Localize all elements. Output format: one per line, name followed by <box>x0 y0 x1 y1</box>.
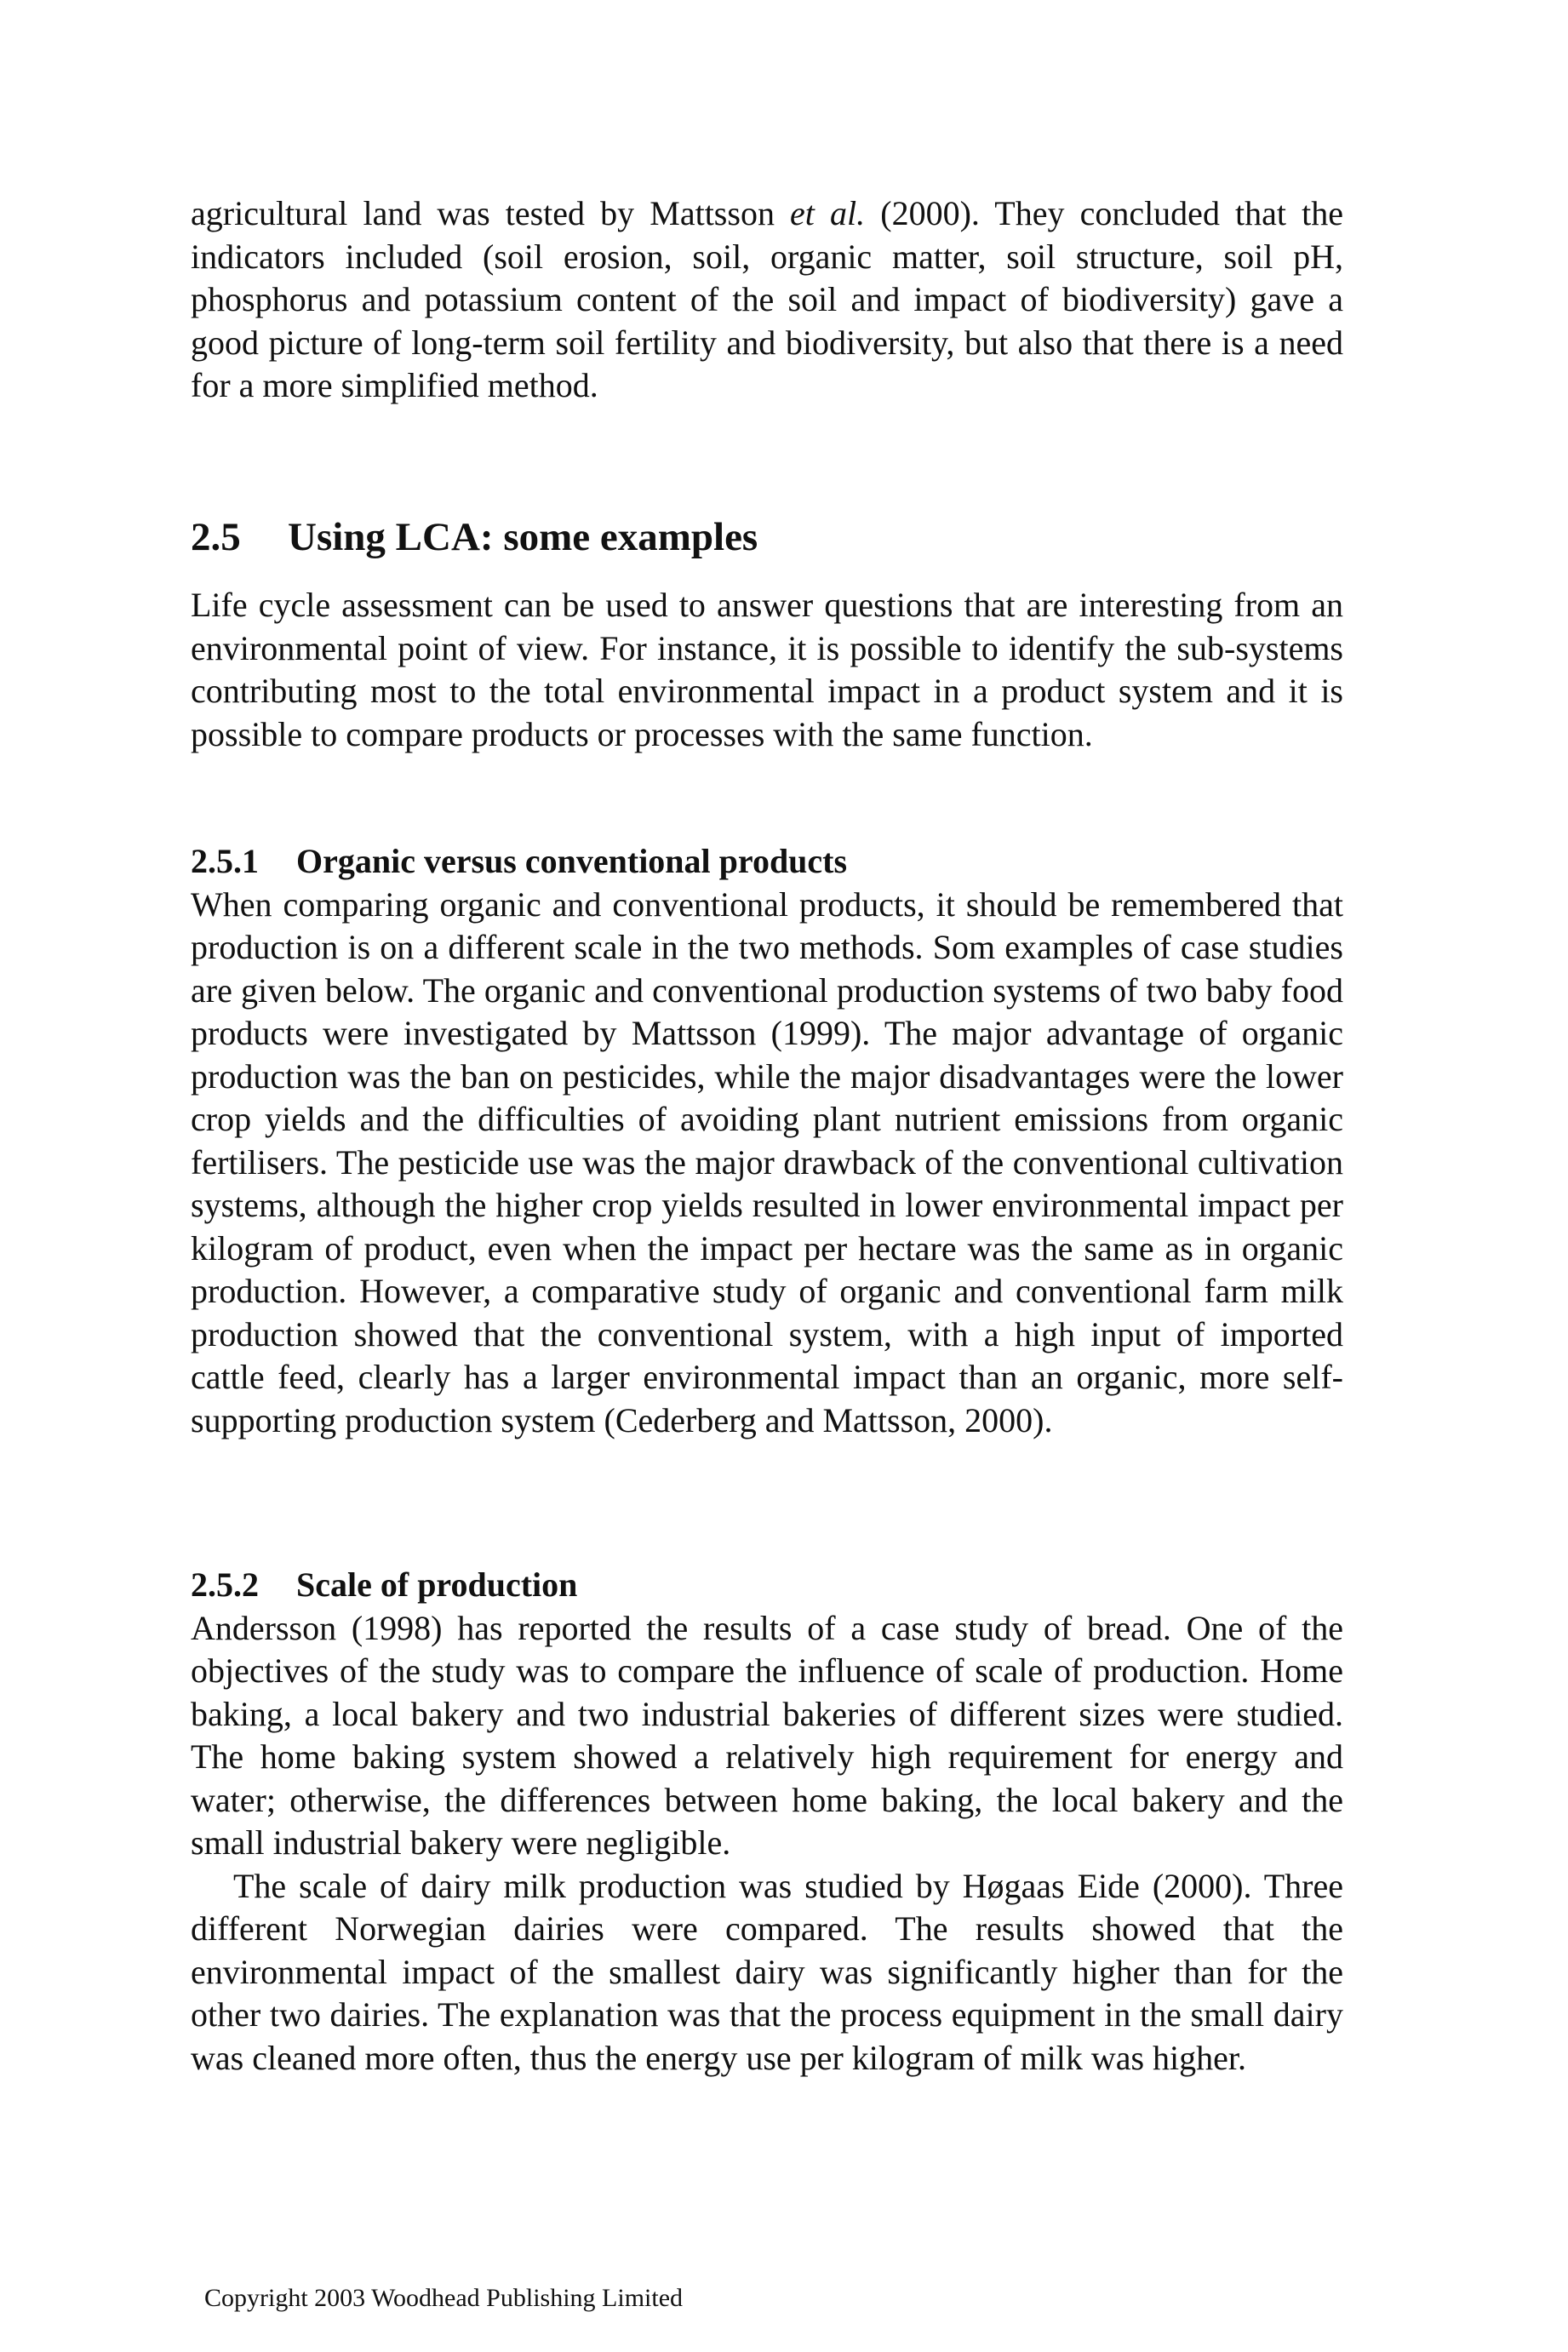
section-heading <box>191 513 1343 561</box>
subsection-2-heading <box>191 1564 1343 1607</box>
intro-paragraph-block <box>191 192 1343 408</box>
section-title: Using LCA: some examples <box>288 515 758 559</box>
subsection-2-paragraph-2: The scale of dairy milk production was studied by Høgaas Eide (2000). Three different Norwegian dairies were compared. The results showed that the environmental impact of the smallest dairy was significantly higher than for the other two dairies. The explanation was that the process equipment in the small dairy was cleaned more often, thus the energy use per kilogram of milk was higher. <box>191 1866 1343 2077</box>
subsection-2-block <box>191 1564 1343 2080</box>
subsection-1-block <box>191 840 1343 1442</box>
section-paragraph: Life cycle assessment can be used to answer questions that are interesting from an environmental point of view. For instance, it is possible to identify the sub-systems contributing most to the total environmental impact in a product system and it is possible to compare products or processes with the same function. <box>191 586 1343 753</box>
section-paragraph-block <box>191 584 1343 756</box>
subsection-1-title: Organic versus conventional products <box>296 842 848 880</box>
section-number: 2.5 <box>191 515 241 559</box>
subsection-1-number: 2.5.1 <box>191 842 259 880</box>
subsection-2-title: Scale of production <box>296 1565 578 1604</box>
intro-text-before: agricultural land was tested by Mattsson <box>191 194 791 232</box>
intro-italic: et al. <box>790 194 866 232</box>
intro-text-after: (2000). They concluded that the indicators included (soil erosion, soil, organic matter, soil structure, soil pH, phosphorus and potassium content of the soil and impact of biodiversity) gave a good picture of long-term soil fertility and biodiversity, but also that there is a need for a more simplified method. <box>191 194 1343 404</box>
subsection-2-number: 2.5.2 <box>191 1565 259 1604</box>
section-heading-block <box>191 513 1343 561</box>
subsection-1-paragraph: When comparing organic and conventional products, it should be remembered that production is on a different scale in the two methods. Som examples of case studies are given below. The organic and conventional production systems of two baby food products were investigated by Mattsson (1999). The major advantage of organic production was the ban on pesticides, while the major disadvantages were the lower crop yields and the difficulties of avoiding plant nutrient emissions from organic fertilisers. The pesticide use was the major drawback of the conventional cultivation systems, although the higher crop yields resulted in lower environmental impact per kilogram of product, even when the impact per hectare was the same as in organic production. However, a comparative study of organic and conventional farm milk production showed that the conventional system, with a high input of imported cattle feed, clearly has a larger environmental impact than an organic, more self-supporting production system (Cederberg and Mattsson, 2000). <box>191 884 1343 1439</box>
intro-paragraph <box>191 192 1343 408</box>
subsection-1-heading <box>191 840 1343 884</box>
subsection-2-paragraph-1: Andersson (1998) has reported the results of a case study of bread. One of the objectives of the study was to compare the influence of scale of production. Home baking, a local bakery and two industrial bakeries of different sizes were studied. The home baking system showed a relatively high requirement for energy and water; otherwise, the differences between home baking, the local bakery and the small industrial bakery were negligible. <box>191 1608 1343 1862</box>
copyright-footer: Copyright 2003 Woodhead Publishing Limited <box>204 2284 684 2312</box>
